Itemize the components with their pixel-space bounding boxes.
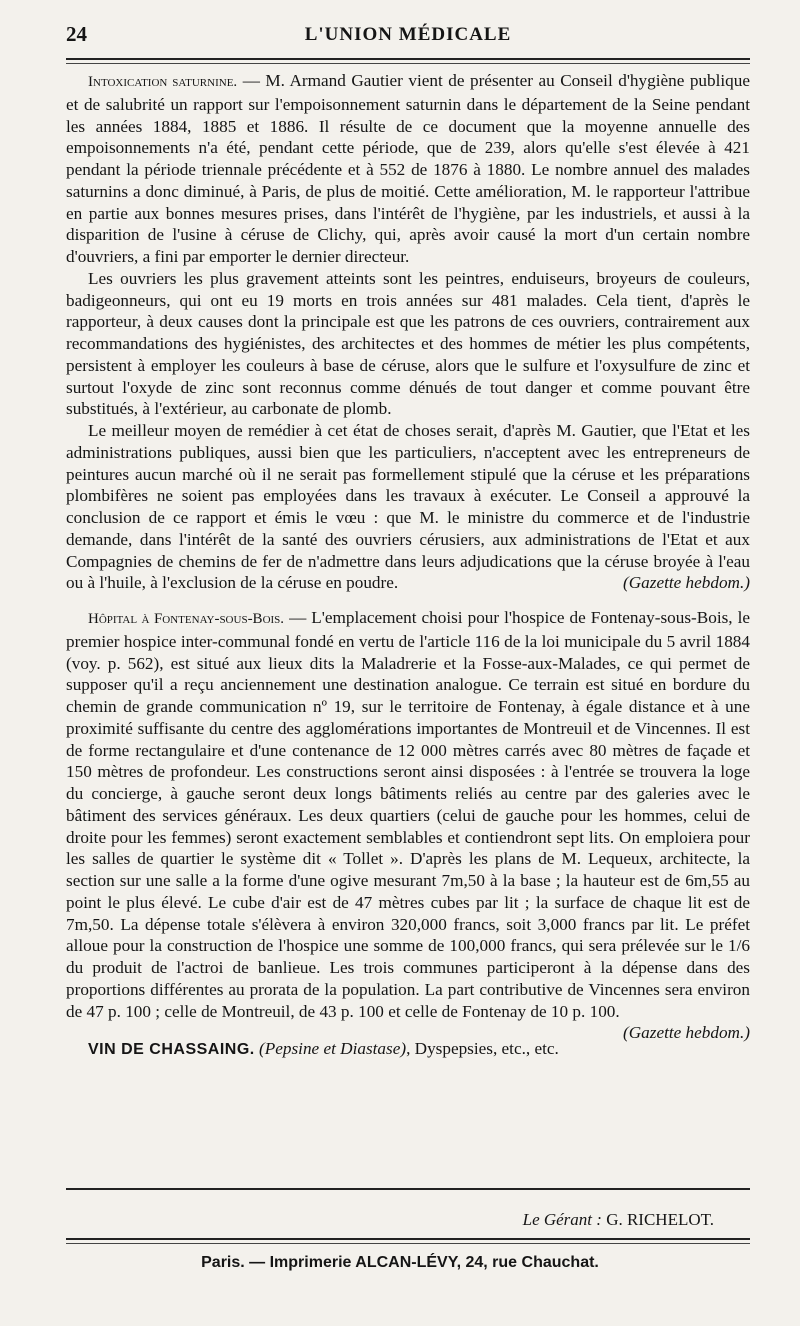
article-intoxication-text-1: — M. Armand Gautier vient de présenter au Conseil d'hygiène publique et de salubrité un rapport sur l'empoisonnement saturnin dans le département de la Seine pendant les années 1884, 1885 et 1886. Il résulte de ce document que la moyenne annuelle des empoisonnements n'a été, pendant cette période, que de 239, alors qu'elle s'est élevée à 421 pendant la période triennale précédente et à 552 de 1876 à 1880. Le nombre annuel des malades saturnins a donc diminué, à Paris, de plus de moitié. Cette amélioration, M. le rapporteur l'attribue en partie aux bonnes mesures prises, dans l'intérêt de l'hygiène, par les industriels, et aussi à la disparition de l'usine à céruse de Clichy, qui, après avoir causé la mort d'un certain nombre d'ouvriers, a fini par emporter le dernier directeur.: [66, 71, 750, 266]
header-rule-thin: [66, 63, 750, 64]
printer-imprint: Paris. — Imprimerie ALCAN-LÉVY, 24, rue Chauchat.: [201, 1254, 599, 1271]
article-intoxication-paragraph-3: [66, 420, 750, 594]
footer-rule: [66, 1188, 750, 1190]
header-rule: [66, 58, 750, 60]
advert-text: , Dyspepsies, etc., etc.: [406, 1039, 559, 1059]
article-hopital-paragraph: [66, 607, 751, 1043]
advert-title: VIN DE CHASSAING.: [88, 1041, 255, 1059]
signature: [523, 1210, 714, 1230]
article-intoxication-paragraph-1: [66, 70, 750, 268]
page-header: [66, 22, 750, 54]
body-text: [66, 70, 750, 1061]
page-number: 24: [66, 22, 87, 46]
article-hopital-title: Hôpital à Fontenay-sous-Bois.: [88, 611, 285, 627]
article-intoxication-title: Intoxication saturnine.: [88, 74, 238, 90]
imprint-rule-thin: [66, 1243, 750, 1244]
article-hopital-source: (Gazette hebdom.): [623, 1023, 750, 1043]
article-intoxication-text-3: Le meilleur moyen de remédier à cet état de choses serait, d'après M. Gautier, que l'Etat et les administrations publiques, aussi bien que les particuliers, n'acceptent avec les entrepreneurs de peintures aucun marché où il ne serait pas formellement stipulé que la céruse et les préparations plombifères ne soient pas employées dans les travaux à exécuter. Le Conseil a approuvé la conclusion de ce rapport et émis le vœu : que M. le ministre du commerce et de l'industrie demande, dans l'intérêt de la santé des ouvriers cérusiers, aux administrations de l'Etat et aux Compagnies de chemins de fer de n'admettre dans leurs adjudications que la céruse broyée à l'eau ou à l'huile, à l'exclusion de la céruse en poudre.: [66, 421, 750, 593]
imprint-rule: [66, 1238, 750, 1240]
article-intoxication-paragraph-2: Les ouvriers les plus gravement atteints sont les peintres, enduiseurs, broyeurs de couleurs, badigeonneurs, qui ont eu 19 morts en trois années sur 481 malades. Cela tient, d'après le rapporteur, à deux causes dont la principale est que les patrons de ces ouvriers, contrairement aux recommandations des hygiénistes, des architectes et des hommes de métier les plus compétents, persistent à employer les couleurs à base de céruse, alors que le sulfure et l'oxysulfure de zinc et surtout l'oxyde de zinc sont reconnus comme dénués de tout danger et comme pouvant être substitués, à l'extérieur, au carbonate de plomb.: [66, 268, 750, 419]
article-hopital-text: — L'emplacement choisi pour l'hospice de Fontenay-sous-Bois, le premier hospice inter-communal fondé en vertu de l'article 116 de la loi municipale du 5 avril 1884 (voy. p. 562), est situé aux lieux dits la Maladrerie et la Fosse-aux-Malades, ce qui permet de supposer qu'il a reçu anciennement une destination analogue. Ce terrain est situé en bordure du chemin de grande communication nº 19, sur le territoire de Fontenay, à égale distance et à une proximité suffisante du centre des agglomérations importantes de Montreuil et de Vincennes. Il est de forme rectangulaire et d'une contenance de 12 000 mètres carrés avec 80 mètres de façade et 150 mètres de profondeur. Les constructions seront ainsi disposées : à l'entrée se trouvera la loge du concierge, à gauche seront deux longs bâtiments reliés au centre par des galeries avec le bâtiment des services généraux. Les deux quartiers (celui de gauche pour les hommes, celui de droite pour les femmes) seront exactement semblables et contiendront sept lits. On emploiera pour les salles de quartier le système dit « Tollet ». D'après les plans de M. Lequeux, architecte, la section sur une salle a la forme d'une ogive mesurant 7m,50 à la base ; la hauteur est de 6m,55 au point le plus élevé. Le cube d'air est de 47 mètres cubes par lit ; la surface de chaque lit est de 7m,50. La dépense totale s'élèvera à environ 320,000 francs, soit 3,000 francs par lit. Le préfet alloue pour la construction de l'hospice une somme de 100,000 francs, qui sera prélevée sur le 1/6 du produit de l'actroi de banlieue. Les trois communes participeront à la dépense dans des proportions différentes au prorata de la population. La part contributive de Vincennes sera environ de 47 p. 100 ; celle de Montreuil, de 43 p. 100 et celle de Fontenay de 10 p. 100.: [66, 608, 751, 1021]
article-intoxication-source: (Gazette hebdom.): [623, 573, 750, 593]
signature-name: G. RICHELOT.: [606, 1210, 714, 1229]
signature-label: Le Gérant :: [522, 1210, 602, 1229]
journal-title: L'UNION MÉDICALE: [304, 24, 512, 45]
advert-subtitle: (Pepsine et Diastase): [259, 1039, 407, 1059]
